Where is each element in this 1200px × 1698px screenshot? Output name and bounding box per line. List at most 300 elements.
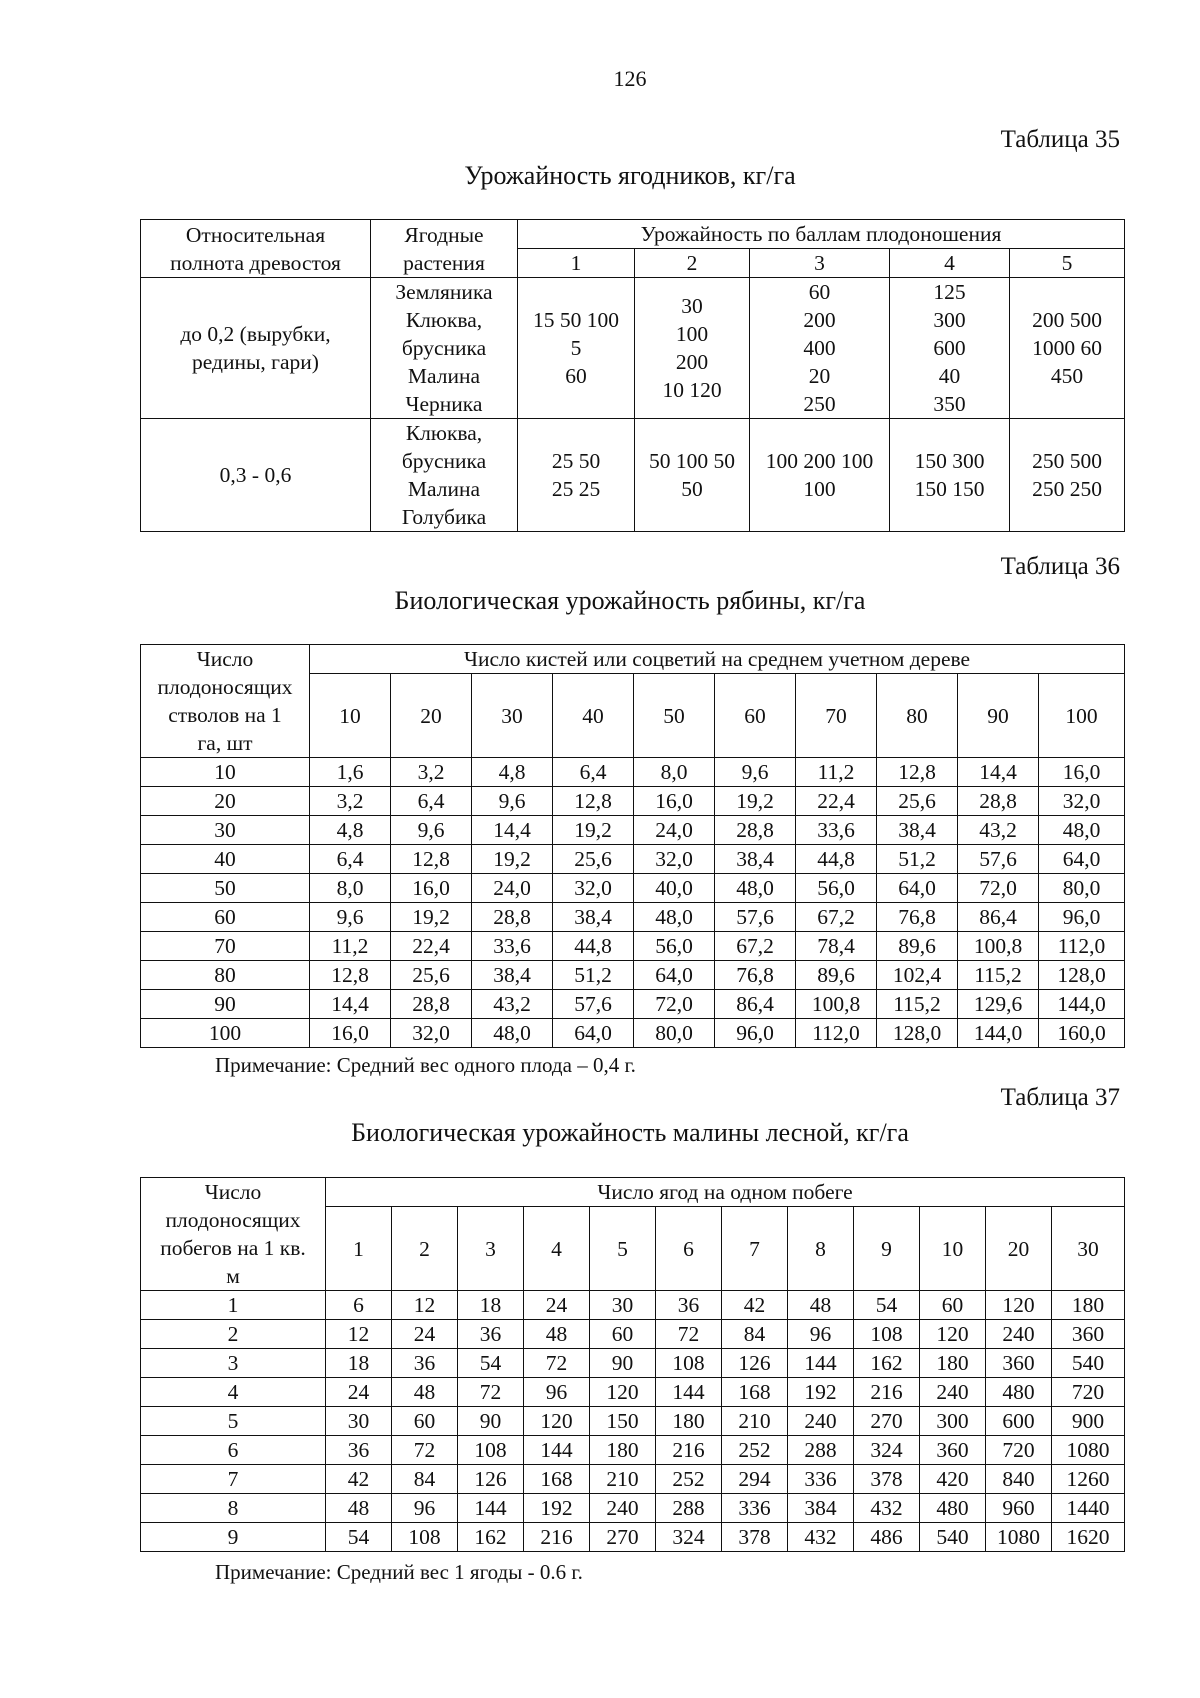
t36-value-cell: 28,8: [472, 903, 553, 932]
t36-value-cell: 16,0: [310, 1019, 391, 1048]
t37-value-cell: 126: [722, 1349, 788, 1378]
t37-value-cell: 144: [524, 1436, 590, 1465]
t36-value-cell: 80,0: [1039, 874, 1125, 903]
t37-col-header: 8: [788, 1207, 854, 1291]
t35-density-header: Относительная полнота древостоя: [141, 220, 371, 278]
t35-value-cell: 100 200 100 100: [750, 419, 890, 532]
t36-value-cell: 57,6: [715, 903, 796, 932]
t36-table-row: [141, 903, 1125, 932]
t36-row-label: 90: [141, 990, 310, 1019]
t37-row-label: 1: [141, 1291, 326, 1320]
t35-score-header: 4: [890, 249, 1010, 278]
t36-table-row: [141, 990, 1125, 1019]
t37-value-cell: 240: [920, 1378, 986, 1407]
t35-value-cell: 15 50 100 5 60: [518, 278, 635, 419]
t36-value-cell: 38,4: [715, 845, 796, 874]
t37-value-cell: 96: [392, 1494, 458, 1523]
t37-value-cell: 162: [458, 1523, 524, 1552]
t36-table-row: [141, 874, 1125, 903]
t36-value-cell: 48,0: [472, 1019, 553, 1048]
t37-value-cell: 180: [920, 1349, 986, 1378]
t37-value-cell: 1440: [1052, 1494, 1125, 1523]
t37-value-cell: 720: [1052, 1378, 1125, 1407]
t37-row-label: 8: [141, 1494, 326, 1523]
t37-value-cell: 120: [524, 1407, 590, 1436]
t36-value-cell: 57,6: [958, 845, 1039, 874]
t37-value-cell: 1260: [1052, 1465, 1125, 1494]
t36-row-label: 20: [141, 787, 310, 816]
t35-score-header: 2: [635, 249, 750, 278]
t36-value-cell: 25,6: [553, 845, 634, 874]
t36-value-cell: 89,6: [877, 932, 958, 961]
t35-plants-cell: Земляника Клюква, брусника Малина Черника: [371, 278, 518, 419]
t37-value-cell: 72: [392, 1436, 458, 1465]
t36-value-cell: 6,4: [310, 845, 391, 874]
t37-value-cell: 108: [656, 1349, 722, 1378]
t37-row-label: 9: [141, 1523, 326, 1552]
t36-value-cell: 64,0: [877, 874, 958, 903]
t36-value-cell: 100,8: [796, 990, 877, 1019]
t37-value-cell: 294: [722, 1465, 788, 1494]
table-36-title: Биологическая урожайность рябины, кг/га: [394, 586, 866, 615]
t36-value-cell: 144,0: [1039, 990, 1125, 1019]
t37-value-cell: 1620: [1052, 1523, 1125, 1552]
t35-value-cell: 30 100 200 10 120: [635, 278, 750, 419]
t36-value-cell: 160,0: [1039, 1019, 1125, 1048]
t36-value-cell: 6,4: [391, 787, 472, 816]
t36-value-cell: 51,2: [553, 961, 634, 990]
t36-row-label: 50: [141, 874, 310, 903]
t37-value-cell: 432: [788, 1523, 854, 1552]
t36-value-cell: 112,0: [796, 1019, 877, 1048]
t36-row-label: 100: [141, 1019, 310, 1048]
t36-value-cell: 44,8: [553, 932, 634, 961]
t37-value-cell: 420: [920, 1465, 986, 1494]
table-37: [140, 1177, 1125, 1552]
t36-table-row: [141, 1019, 1125, 1048]
t36-row-label: 40: [141, 845, 310, 874]
t37-value-cell: 432: [854, 1494, 920, 1523]
t37-value-cell: 540: [920, 1523, 986, 1552]
t37-table-row: [141, 1465, 1125, 1494]
t37-value-cell: 144: [458, 1494, 524, 1523]
t37-table-row: [141, 1436, 1125, 1465]
t37-value-cell: 240: [788, 1407, 854, 1436]
t36-value-cell: 128,0: [877, 1019, 958, 1048]
t37-value-cell: 210: [590, 1465, 656, 1494]
t36-value-cell: 100,8: [958, 932, 1039, 961]
t36-value-cell: 38,4: [877, 816, 958, 845]
t36-value-cell: 32,0: [1039, 787, 1125, 816]
t37-value-cell: 1080: [1052, 1436, 1125, 1465]
t36-value-cell: 51,2: [877, 845, 958, 874]
t37-value-cell: 12: [326, 1320, 392, 1349]
t36-value-cell: 19,2: [391, 903, 472, 932]
t37-value-cell: 84: [722, 1320, 788, 1349]
t37-value-cell: 12: [392, 1291, 458, 1320]
t37-value-cell: 30: [590, 1291, 656, 1320]
t36-table-row: [141, 961, 1125, 990]
t37-table-row: [141, 1378, 1125, 1407]
t37-value-cell: 180: [1052, 1291, 1125, 1320]
t37-value-cell: 120: [920, 1320, 986, 1349]
t36-value-cell: 11,2: [796, 758, 877, 787]
t37-value-cell: 324: [854, 1436, 920, 1465]
t36-value-cell: 24,0: [472, 874, 553, 903]
t36-value-cell: 3,2: [391, 758, 472, 787]
t36-value-cell: 16,0: [391, 874, 472, 903]
t36-value-cell: 86,4: [958, 903, 1039, 932]
t36-value-cell: 64,0: [1039, 845, 1125, 874]
t37-value-cell: 150: [590, 1407, 656, 1436]
t37-value-cell: 126: [458, 1465, 524, 1494]
t36-table-row: [141, 816, 1125, 845]
t37-value-cell: 6: [326, 1291, 392, 1320]
t35-yield-group-header: Урожайность по баллам плодоношения: [518, 220, 1125, 249]
t37-value-cell: 270: [590, 1523, 656, 1552]
t37-row-label: 5: [141, 1407, 326, 1436]
t36-row-label: 70: [141, 932, 310, 961]
t37-value-cell: 36: [392, 1349, 458, 1378]
t36-value-cell: 24,0: [634, 816, 715, 845]
t37-value-cell: 180: [590, 1436, 656, 1465]
t36-col-header: 90: [958, 674, 1039, 758]
t36-value-cell: 96,0: [715, 1019, 796, 1048]
t37-value-cell: 60: [920, 1291, 986, 1320]
t37-value-cell: 840: [986, 1465, 1052, 1494]
t37-value-cell: 36: [458, 1320, 524, 1349]
t36-value-cell: 14,4: [958, 758, 1039, 787]
t37-col-group-header: Число ягод на одном побеге: [326, 1178, 1125, 1207]
t35-value-cell: 50 100 50 50: [635, 419, 750, 532]
t37-row-label: 3: [141, 1349, 326, 1378]
t36-value-cell: 48,0: [634, 903, 715, 932]
t36-value-cell: 6,4: [553, 758, 634, 787]
t37-value-cell: 162: [854, 1349, 920, 1378]
t37-value-cell: 324: [656, 1523, 722, 1552]
t36-value-cell: 48,0: [715, 874, 796, 903]
table-35: [140, 219, 1125, 532]
t37-value-cell: 60: [392, 1407, 458, 1436]
t37-value-cell: 84: [392, 1465, 458, 1494]
t37-value-cell: 48: [392, 1378, 458, 1407]
t36-value-cell: 14,4: [310, 990, 391, 1019]
t37-value-cell: 252: [656, 1465, 722, 1494]
t37-value-cell: 30: [326, 1407, 392, 1436]
t37-value-cell: 24: [392, 1320, 458, 1349]
table-37-label: Таблица 37: [1000, 1084, 1120, 1111]
t37-value-cell: 48: [326, 1494, 392, 1523]
t37-row-label: 4: [141, 1378, 326, 1407]
t37-value-cell: 72: [656, 1320, 722, 1349]
t36-value-cell: 12,8: [310, 961, 391, 990]
t36-value-cell: 56,0: [634, 932, 715, 961]
t37-value-cell: 168: [524, 1465, 590, 1494]
t36-value-cell: 25,6: [391, 961, 472, 990]
t37-row-label: 2: [141, 1320, 326, 1349]
t37-value-cell: 54: [854, 1291, 920, 1320]
t37-table-row: [141, 1523, 1125, 1552]
t36-value-cell: 4,8: [310, 816, 391, 845]
t37-table-row: [141, 1349, 1125, 1378]
t37-value-cell: 288: [788, 1436, 854, 1465]
t37-value-cell: 54: [326, 1523, 392, 1552]
t36-table-row: [141, 787, 1125, 816]
t37-value-cell: 54: [458, 1349, 524, 1378]
t36-row-label: 60: [141, 903, 310, 932]
t36-value-cell: 102,4: [877, 961, 958, 990]
t37-value-cell: 60: [590, 1320, 656, 1349]
table-36: [140, 644, 1125, 1048]
t37-value-cell: 1080: [986, 1523, 1052, 1552]
t37-value-cell: 36: [656, 1291, 722, 1320]
t36-col-header: 40: [553, 674, 634, 758]
t37-value-cell: 90: [458, 1407, 524, 1436]
t36-col-header: 70: [796, 674, 877, 758]
t36-value-cell: 48,0: [1039, 816, 1125, 845]
t37-col-header: 20: [986, 1207, 1052, 1291]
t37-value-cell: 360: [1052, 1320, 1125, 1349]
t37-value-cell: 384: [788, 1494, 854, 1523]
t37-col-header: 4: [524, 1207, 590, 1291]
t37-value-cell: 252: [722, 1436, 788, 1465]
t36-value-cell: 76,8: [715, 961, 796, 990]
table-35-title: Урожайность ягодников, кг/га: [464, 161, 796, 190]
t36-value-cell: 129,6: [958, 990, 1039, 1019]
t36-col-header: 100: [1039, 674, 1125, 758]
t36-value-cell: 9,6: [472, 787, 553, 816]
t36-value-cell: 12,8: [877, 758, 958, 787]
t37-value-cell: 486: [854, 1523, 920, 1552]
t36-value-cell: 89,6: [796, 961, 877, 990]
t35-score-header: 1: [518, 249, 635, 278]
t36-value-cell: 43,2: [958, 816, 1039, 845]
t37-value-cell: 72: [458, 1378, 524, 1407]
t37-value-cell: 24: [326, 1378, 392, 1407]
t36-value-cell: 4,8: [472, 758, 553, 787]
t36-value-cell: 19,2: [715, 787, 796, 816]
t36-value-cell: 19,2: [472, 845, 553, 874]
t37-table-row: [141, 1494, 1125, 1523]
t36-row-label: 30: [141, 816, 310, 845]
t36-value-cell: 56,0: [796, 874, 877, 903]
t37-value-cell: 72: [524, 1349, 590, 1378]
t37-value-cell: 540: [1052, 1349, 1125, 1378]
t36-value-cell: 72,0: [634, 990, 715, 1019]
t36-value-cell: 19,2: [553, 816, 634, 845]
t36-value-cell: 64,0: [553, 1019, 634, 1048]
t37-value-cell: 108: [458, 1436, 524, 1465]
t36-value-cell: 76,8: [877, 903, 958, 932]
t37-col-header: 2: [392, 1207, 458, 1291]
t37-table-row: [141, 1320, 1125, 1349]
t36-value-cell: 78,4: [796, 932, 877, 961]
t36-col-header: 50: [634, 674, 715, 758]
t37-value-cell: 300: [920, 1407, 986, 1436]
t36-value-cell: 32,0: [391, 1019, 472, 1048]
page-number: 126: [613, 66, 647, 91]
t37-col-header: 10: [920, 1207, 986, 1291]
t36-value-cell: 16,0: [1039, 758, 1125, 787]
t36-col-header: 10: [310, 674, 391, 758]
t36-value-cell: 16,0: [634, 787, 715, 816]
t37-col-header: 1: [326, 1207, 392, 1291]
t36-value-cell: 11,2: [310, 932, 391, 961]
t36-value-cell: 38,4: [553, 903, 634, 932]
t37-value-cell: 42: [326, 1465, 392, 1494]
t35-score-header: 3: [750, 249, 890, 278]
t36-value-cell: 67,2: [715, 932, 796, 961]
t37-value-cell: 192: [788, 1378, 854, 1407]
t36-table-row: [141, 758, 1125, 787]
t37-value-cell: 240: [590, 1494, 656, 1523]
t37-value-cell: 18: [326, 1349, 392, 1378]
t36-table-row: [141, 932, 1125, 961]
t37-value-cell: 168: [722, 1378, 788, 1407]
t35-value-cell: 250 500 250 250: [1010, 419, 1125, 532]
t37-value-cell: 216: [854, 1378, 920, 1407]
t37-value-cell: 360: [920, 1436, 986, 1465]
t36-col-header: 30: [472, 674, 553, 758]
t36-col-header: 60: [715, 674, 796, 758]
t35-density-cell: до 0,2 (вырубки, редины, гари): [141, 278, 371, 419]
t37-value-cell: 90: [590, 1349, 656, 1378]
t36-value-cell: 12,8: [391, 845, 472, 874]
t37-col-header: 3: [458, 1207, 524, 1291]
t37-value-cell: 180: [656, 1407, 722, 1436]
table-36-label: Таблица 36: [1000, 553, 1120, 580]
t36-value-cell: 32,0: [553, 874, 634, 903]
t37-value-cell: 144: [788, 1349, 854, 1378]
t36-value-cell: 3,2: [310, 787, 391, 816]
t37-value-cell: 18: [458, 1291, 524, 1320]
t36-col-header: 80: [877, 674, 958, 758]
t37-value-cell: 720: [986, 1436, 1052, 1465]
t36-value-cell: 80,0: [634, 1019, 715, 1048]
t36-row-label: 80: [141, 961, 310, 990]
t37-value-cell: 216: [524, 1523, 590, 1552]
t36-row-header: Число плодоносящих стволов на 1 га, шт: [141, 645, 310, 758]
t36-value-cell: 22,4: [796, 787, 877, 816]
t37-value-cell: 270: [854, 1407, 920, 1436]
t37-value-cell: 900: [1052, 1407, 1125, 1436]
t36-col-group-header: Число кистей или соцветий на среднем учетном дереве: [310, 645, 1125, 674]
t36-value-cell: 44,8: [796, 845, 877, 874]
t36-value-cell: 1,6: [310, 758, 391, 787]
t36-value-cell: 112,0: [1039, 932, 1125, 961]
t37-value-cell: 96: [788, 1320, 854, 1349]
t35-value-cell: 125 300 600 40 350: [890, 278, 1010, 419]
t37-value-cell: 288: [656, 1494, 722, 1523]
t37-value-cell: 210: [722, 1407, 788, 1436]
t36-value-cell: 28,8: [391, 990, 472, 1019]
table-37-title: Биологическая урожайность малины лесной, кг/га: [351, 1118, 909, 1147]
t36-value-cell: 72,0: [958, 874, 1039, 903]
t37-col-header: 7: [722, 1207, 788, 1291]
t36-value-cell: 8,0: [634, 758, 715, 787]
t37-value-cell: 240: [986, 1320, 1052, 1349]
t37-value-cell: 336: [788, 1465, 854, 1494]
t36-value-cell: 14,4: [472, 816, 553, 845]
t35-value-cell: 150 300 150 150: [890, 419, 1010, 532]
t36-value-cell: 115,2: [958, 961, 1039, 990]
t37-value-cell: 960: [986, 1494, 1052, 1523]
t37-value-cell: 96: [524, 1378, 590, 1407]
t36-value-cell: 22,4: [391, 932, 472, 961]
t36-value-cell: 43,2: [472, 990, 553, 1019]
t36-value-cell: 144,0: [958, 1019, 1039, 1048]
t36-value-cell: 64,0: [634, 961, 715, 990]
t36-row-label: 10: [141, 758, 310, 787]
t37-value-cell: 378: [722, 1523, 788, 1552]
t35-score-header: 5: [1010, 249, 1125, 278]
t37-row-header: Число плодоносящих побегов на 1 кв. м: [141, 1178, 326, 1291]
t36-value-cell: 128,0: [1039, 961, 1125, 990]
t37-col-header: 9: [854, 1207, 920, 1291]
t37-table-row: [141, 1291, 1125, 1320]
table-35-label: Таблица 35: [1000, 126, 1120, 153]
t36-value-cell: 40,0: [634, 874, 715, 903]
t35-density-cell: 0,3 - 0,6: [141, 419, 371, 532]
t36-value-cell: 67,2: [796, 903, 877, 932]
t37-value-cell: 144: [656, 1378, 722, 1407]
t36-value-cell: 38,4: [472, 961, 553, 990]
t37-value-cell: 336: [722, 1494, 788, 1523]
t36-col-header: 20: [391, 674, 472, 758]
table-36-note: Примечание: Средний вес одного плода – 0,4 г.: [215, 1053, 636, 1077]
t36-value-cell: 28,8: [958, 787, 1039, 816]
t36-value-cell: 28,8: [715, 816, 796, 845]
t37-value-cell: 24: [524, 1291, 590, 1320]
t36-value-cell: 57,6: [553, 990, 634, 1019]
t36-value-cell: 96,0: [1039, 903, 1125, 932]
t36-value-cell: 8,0: [310, 874, 391, 903]
t37-table-row: [141, 1407, 1125, 1436]
t36-value-cell: 9,6: [391, 816, 472, 845]
t37-value-cell: 360: [986, 1349, 1052, 1378]
t37-value-cell: 120: [590, 1378, 656, 1407]
t37-value-cell: 216: [656, 1436, 722, 1465]
t36-table-row: [141, 845, 1125, 874]
t36-value-cell: 25,6: [877, 787, 958, 816]
t37-value-cell: 192: [524, 1494, 590, 1523]
t37-value-cell: 108: [854, 1320, 920, 1349]
t36-value-cell: 86,4: [715, 990, 796, 1019]
t36-value-cell: 9,6: [310, 903, 391, 932]
t35-value-cell: 200 500 1000 60 450: [1010, 278, 1125, 419]
t37-value-cell: 120: [986, 1291, 1052, 1320]
t36-value-cell: 115,2: [877, 990, 958, 1019]
t35-value-cell: 60 200 400 20 250: [750, 278, 890, 419]
t36-value-cell: 12,8: [553, 787, 634, 816]
t36-value-cell: 9,6: [715, 758, 796, 787]
t35-value-cell: 25 50 25 25: [518, 419, 635, 532]
t37-col-header: 5: [590, 1207, 656, 1291]
t35-plants-header: Ягодные растения: [371, 220, 518, 278]
t35-plants-cell: Клюква, брусника Малина Голубика: [371, 419, 518, 532]
table-37-note: Примечание: Средний вес 1 ягоды - 0.6 г.: [215, 1560, 583, 1584]
t37-col-header: 6: [656, 1207, 722, 1291]
t36-value-cell: 33,6: [472, 932, 553, 961]
t37-value-cell: 480: [986, 1378, 1052, 1407]
t37-value-cell: 48: [788, 1291, 854, 1320]
t37-value-cell: 600: [986, 1407, 1052, 1436]
t37-row-label: 7: [141, 1465, 326, 1494]
t37-value-cell: 378: [854, 1465, 920, 1494]
t37-value-cell: 108: [392, 1523, 458, 1552]
t37-value-cell: 42: [722, 1291, 788, 1320]
t36-value-cell: 32,0: [634, 845, 715, 874]
